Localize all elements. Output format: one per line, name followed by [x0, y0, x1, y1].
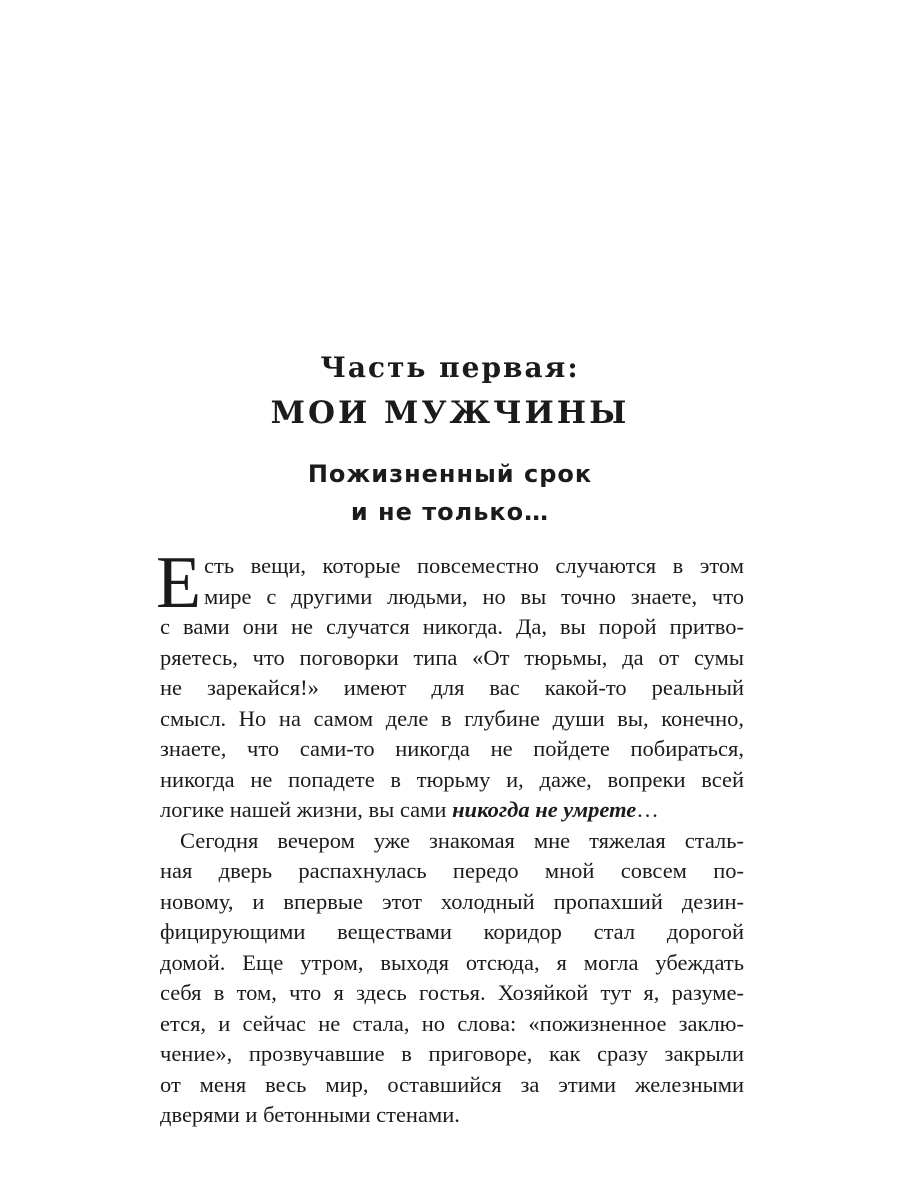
- text-line: [160, 795, 744, 826]
- text-line: новому, и впервые этот холодный пропахший дезин-: [160, 888, 744, 914]
- text-line: дверями и бетонными стенами.: [160, 1102, 460, 1127]
- text-line: от меня весь мир, оставшийся за этими железными: [160, 1071, 744, 1097]
- text-segment: логике нашей жизни, вы сами: [160, 797, 453, 822]
- part-name: МОИ МУЖЧИНЫ: [270, 395, 630, 431]
- text-line: знаете, что сами-то никогда не пойдете побираться,: [160, 736, 744, 761]
- text-line: ряетесь, что поговорки типа «От тюрьмы, да от сумы: [160, 644, 744, 670]
- part-title: Часть первая:: [320, 351, 580, 384]
- text-line: никогда не попадете в тюрьму и, даже, вопреки всей: [160, 766, 744, 792]
- chapter-title-line-2: и не только…: [350, 498, 550, 526]
- text-line: смысл. Но на самом деле в глубине души вы, конечно,: [160, 705, 744, 731]
- chapter-title: [0, 455, 900, 531]
- drop-cap: Е: [156, 542, 202, 624]
- text-line: фицирующими веществами коридор стал дорогой: [160, 919, 744, 944]
- text-line: сть вещи, которые повсеместно случаются в этом: [204, 553, 744, 578]
- text-line: Сегодня вечером уже знакомая мне тяжелая сталь-: [180, 827, 744, 853]
- text-line: домой. Еще утром, выходя отсюда, я могла убеждать: [160, 949, 744, 975]
- text-segment: …: [636, 797, 659, 822]
- paragraph-1: [160, 551, 744, 826]
- text-line: не зарекайся!» имеют для вас какой-то реальный: [160, 675, 744, 700]
- text-line: мире с другими людьми, но вы точно знаете, что: [204, 583, 744, 609]
- text-line: ная дверь распахнулась передо мной совсем по-: [160, 858, 744, 883]
- text-line: ется, и сейчас не стала, но слова: «пожизненное заклю-: [160, 1010, 744, 1036]
- text-line: чение», прозвучавшие в приговоре, как сразу закрыли: [160, 1041, 744, 1066]
- paragraph-2: [160, 826, 744, 1131]
- text-line: с вами они не случатся никогда. Да, вы порой притво-: [160, 614, 744, 639]
- text-line: себя в том, что я здесь гостья. Хозяйкой тут я, разуме-: [160, 980, 744, 1005]
- body-text: [156, 542, 744, 1131]
- emphasized-text: никогда не умрете: [452, 797, 637, 822]
- chapter-title-line-1: Пожизненный срок: [307, 460, 593, 488]
